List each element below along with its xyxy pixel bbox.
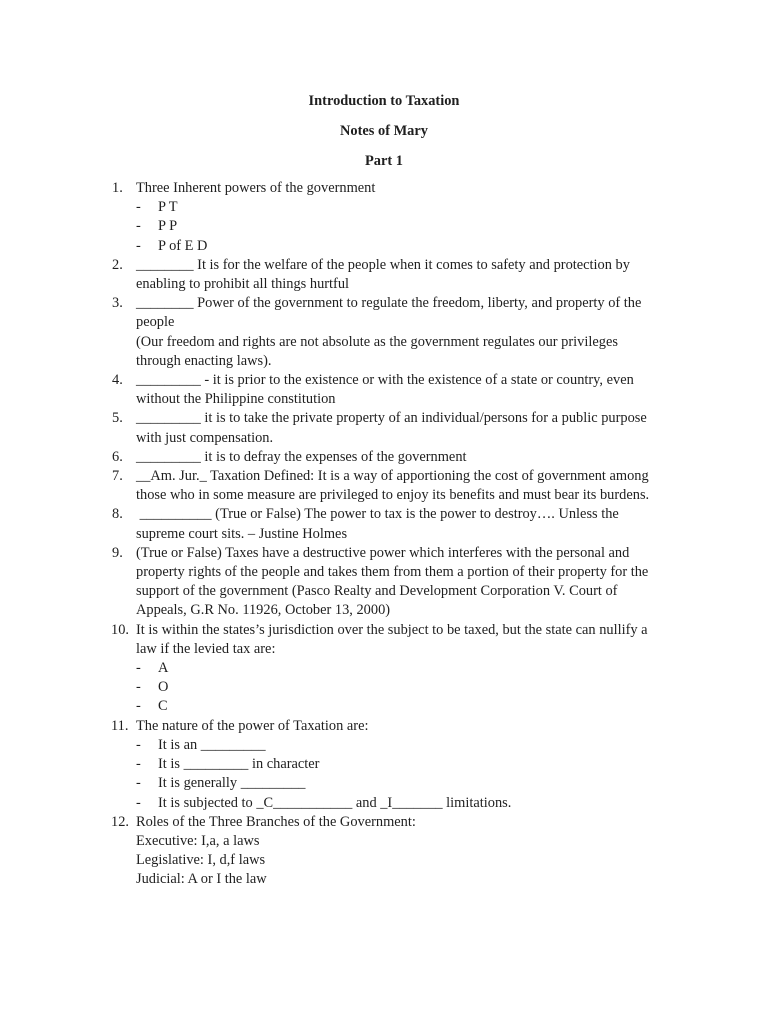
sub-list-item	[112, 198, 682, 217]
sub-list-item-text: It is subjected to _C___________ and _I_______ limitations.	[158, 794, 512, 811]
sub-list-item-text: P T	[158, 199, 178, 216]
dash-bullet: -	[136, 756, 141, 773]
list-item	[112, 544, 682, 621]
list-item-text: Three Inherent powers of the government	[136, 180, 376, 196]
list-item-text: support of the government (Pasco Realty and Development Corporation V. Court of	[136, 583, 618, 600]
list-item-number: 10.	[111, 621, 129, 638]
list-item-text: law if the levied tax are:	[136, 640, 276, 657]
sub-list-item-text: It is generally _________	[158, 775, 306, 792]
list-item-number: 1.	[112, 180, 123, 196]
dash-bullet: -	[136, 679, 141, 696]
list-item-text: _________ it is to take the private property of an individual/persons for a public purpose	[136, 410, 647, 427]
sub-list-item	[112, 794, 682, 813]
list-item	[112, 294, 682, 371]
sub-list-item	[112, 678, 682, 697]
list-item-number: 8.	[112, 506, 123, 523]
sub-list-item-text: O	[158, 679, 169, 696]
list-item-text: through enacting laws).	[136, 352, 272, 369]
sub-list-item-text: P P	[158, 218, 178, 235]
list-item-text: Judicial: A or I the law	[136, 871, 267, 888]
list-item-text: __________ (True or False) The power to tax is the power to destroy…. Unless the	[136, 506, 619, 523]
list-item-text: Appeals, G.R No. 11926, October 13, 2000)	[136, 602, 391, 619]
list-item	[112, 256, 682, 294]
list-item	[112, 448, 682, 467]
dash-bullet: -	[136, 237, 141, 254]
list-item-text: Legislative: I, d,f laws	[136, 852, 266, 869]
list-item	[112, 467, 682, 505]
sub-list-item	[112, 217, 682, 236]
sub-list-item-text: C	[158, 698, 168, 715]
document-part-heading: Part 1	[365, 153, 403, 169]
list-item-number: 5.	[112, 410, 123, 427]
list-item-text: without the Philippine constitution	[136, 391, 336, 408]
list-item-text: (True or False) Taxes have a destructive power which interferes with the personal and	[136, 544, 630, 561]
list-item	[112, 717, 682, 736]
document-subtitle: Notes of Mary	[340, 123, 428, 139]
sub-list-item	[112, 237, 682, 256]
list-item-text: with just compensation.	[136, 429, 274, 446]
list-item-text: people	[136, 314, 175, 331]
sub-list-item-text: It is an _________	[158, 736, 266, 753]
list-item-number: 3.	[112, 295, 123, 312]
sub-list-item	[112, 736, 682, 755]
list-item-number: 6.	[112, 448, 123, 465]
sub-list-item	[112, 774, 682, 793]
list-item	[112, 813, 682, 890]
list-item-text: The nature of the power of Taxation are:	[136, 717, 369, 734]
list-item-text: (Our freedom and rights are not absolute as the government regulates our privileges	[136, 333, 618, 350]
list-item-text: Executive: I,a, a laws	[136, 832, 260, 849]
dash-bullet: -	[136, 218, 141, 235]
sub-list-item-text: P of E D	[158, 237, 208, 254]
list-item-text: __Am. Jur._ Taxation Defined: It is a way of apportioning the cost of government among	[136, 468, 649, 485]
list-item-number: 2.	[112, 256, 123, 273]
dash-bullet: -	[136, 775, 141, 792]
list-item-text: _________ it is to defray the expenses of the government	[136, 448, 467, 465]
list-item	[112, 621, 682, 659]
list-item	[112, 409, 682, 447]
numbered-list	[112, 179, 682, 890]
dash-bullet: -	[136, 698, 141, 715]
list-item	[112, 179, 682, 198]
list-item-text: _________ - it is prior to the existence or with the existence of a state or country, even	[136, 372, 634, 389]
list-item	[112, 371, 682, 409]
list-item-number: 11.	[111, 717, 129, 734]
dash-bullet: -	[136, 660, 141, 677]
list-item-text: ________ It is for the welfare of the people when it comes to safety and protection by	[136, 256, 630, 273]
list-item-number: 4.	[112, 372, 123, 389]
dash-bullet: -	[136, 199, 141, 216]
list-item-text: property rights of the people and takes them from them a portion of their property for the	[136, 564, 649, 581]
list-item-text: enabling to prohibit all things hurtful	[136, 276, 350, 293]
dash-bullet: -	[136, 794, 141, 811]
list-item-number: 7.	[112, 468, 123, 485]
sub-list-item-text: It is _________ in character	[158, 756, 320, 773]
sub-list-item	[112, 659, 682, 678]
list-item-text: supreme court sits. – Justine Holmes	[136, 525, 348, 542]
sub-list-item	[112, 755, 682, 774]
list-item-text: It is within the states’s jurisdiction over the subject to be taxed, but the state can nullify a	[136, 621, 648, 638]
document-title: Introduction to Taxation	[308, 93, 460, 109]
sub-list-item	[112, 697, 682, 716]
list-item-text: those who in some measure are privileged to enjoy its benefits and must bear its burdens.	[136, 487, 650, 504]
list-item-number: 12.	[111, 813, 129, 830]
list-item-text: Roles of the Three Branches of the Government:	[136, 813, 416, 830]
list-item	[112, 505, 682, 543]
list-item-number: 9.	[112, 544, 123, 561]
sub-list-item-text: A	[158, 660, 169, 677]
dash-bullet: -	[136, 736, 141, 753]
list-item-text: ________ Power of the government to regulate the freedom, liberty, and property of the	[136, 295, 642, 312]
